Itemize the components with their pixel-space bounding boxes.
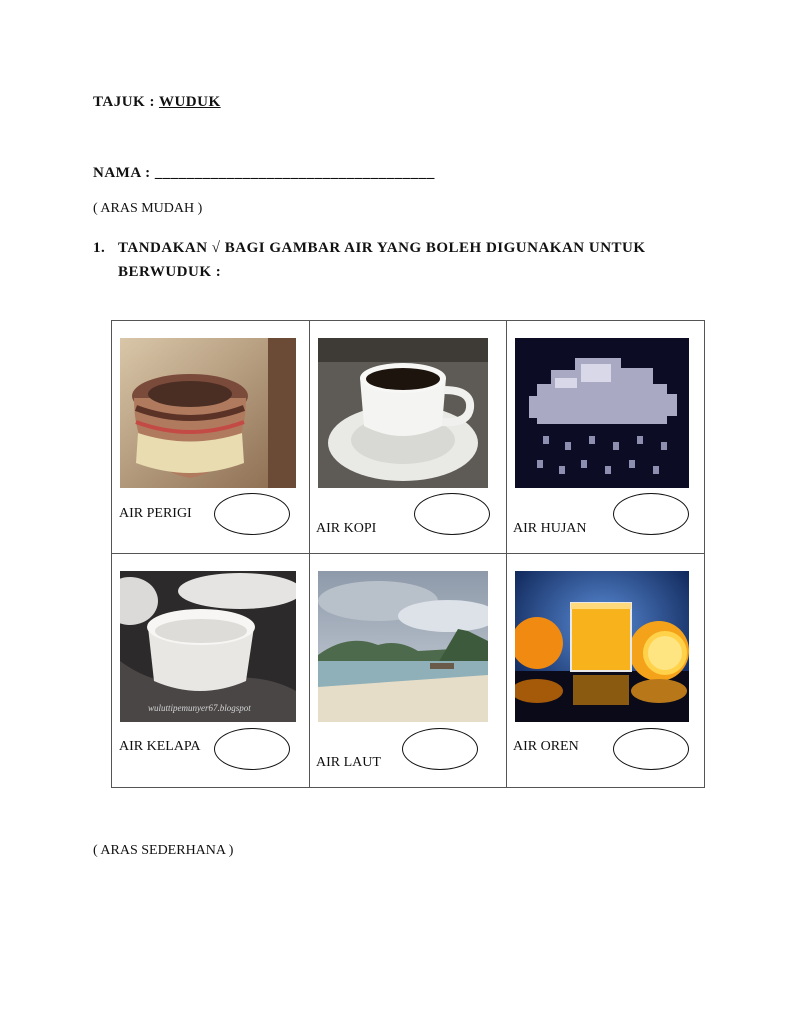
well-image xyxy=(120,338,296,488)
card-air-kelapa xyxy=(112,553,309,787)
title-value: WUDUK xyxy=(158,94,221,110)
tick-oval[interactable] xyxy=(414,493,490,535)
tick-oval[interactable] xyxy=(214,493,290,535)
card-air-laut xyxy=(309,553,506,787)
picture-watermark: wuluttipemunyer67.blogspot xyxy=(148,703,251,713)
name-field[interactable]: NAMA : ___________________________________ xyxy=(93,165,435,181)
question-text: TANDAKAN √ BAGI GAMBAR AIR YANG BOLEH DIGUNAKAN UNTUK BERWUDUK : xyxy=(118,240,646,280)
rain-cloud-image xyxy=(515,338,689,488)
card-air-kopi xyxy=(309,321,506,553)
tick-oval[interactable] xyxy=(402,728,478,770)
orange-juice-image xyxy=(515,571,689,722)
worksheet-title xyxy=(93,94,221,111)
question-number: 1. xyxy=(93,240,106,256)
sea-beach-image xyxy=(318,571,488,722)
tick-oval[interactable] xyxy=(214,728,290,770)
card-air-hujan xyxy=(506,321,704,553)
medium-level-label: ( ARAS SEDERHANA ) xyxy=(93,843,234,858)
card-label: AIR PERIGI xyxy=(119,506,192,521)
easy-level-label: ( ARAS MUDAH ) xyxy=(93,201,203,216)
coconut-drink-image xyxy=(120,571,296,722)
tick-oval[interactable] xyxy=(613,493,689,535)
coffee-cup-image xyxy=(318,338,488,488)
answer-grid xyxy=(111,320,705,788)
card-label: AIR KOPI xyxy=(316,521,377,536)
card-label: AIR HUJAN xyxy=(513,521,587,536)
card-label: AIR OREN xyxy=(513,739,579,754)
title-label: TAJUK : xyxy=(93,94,155,110)
card-air-perigi xyxy=(112,321,309,553)
card-label: AIR KELAPA xyxy=(119,739,201,754)
card-label: AIR LAUT xyxy=(316,755,381,770)
tick-oval[interactable] xyxy=(613,728,689,770)
card-air-oren xyxy=(506,553,704,787)
